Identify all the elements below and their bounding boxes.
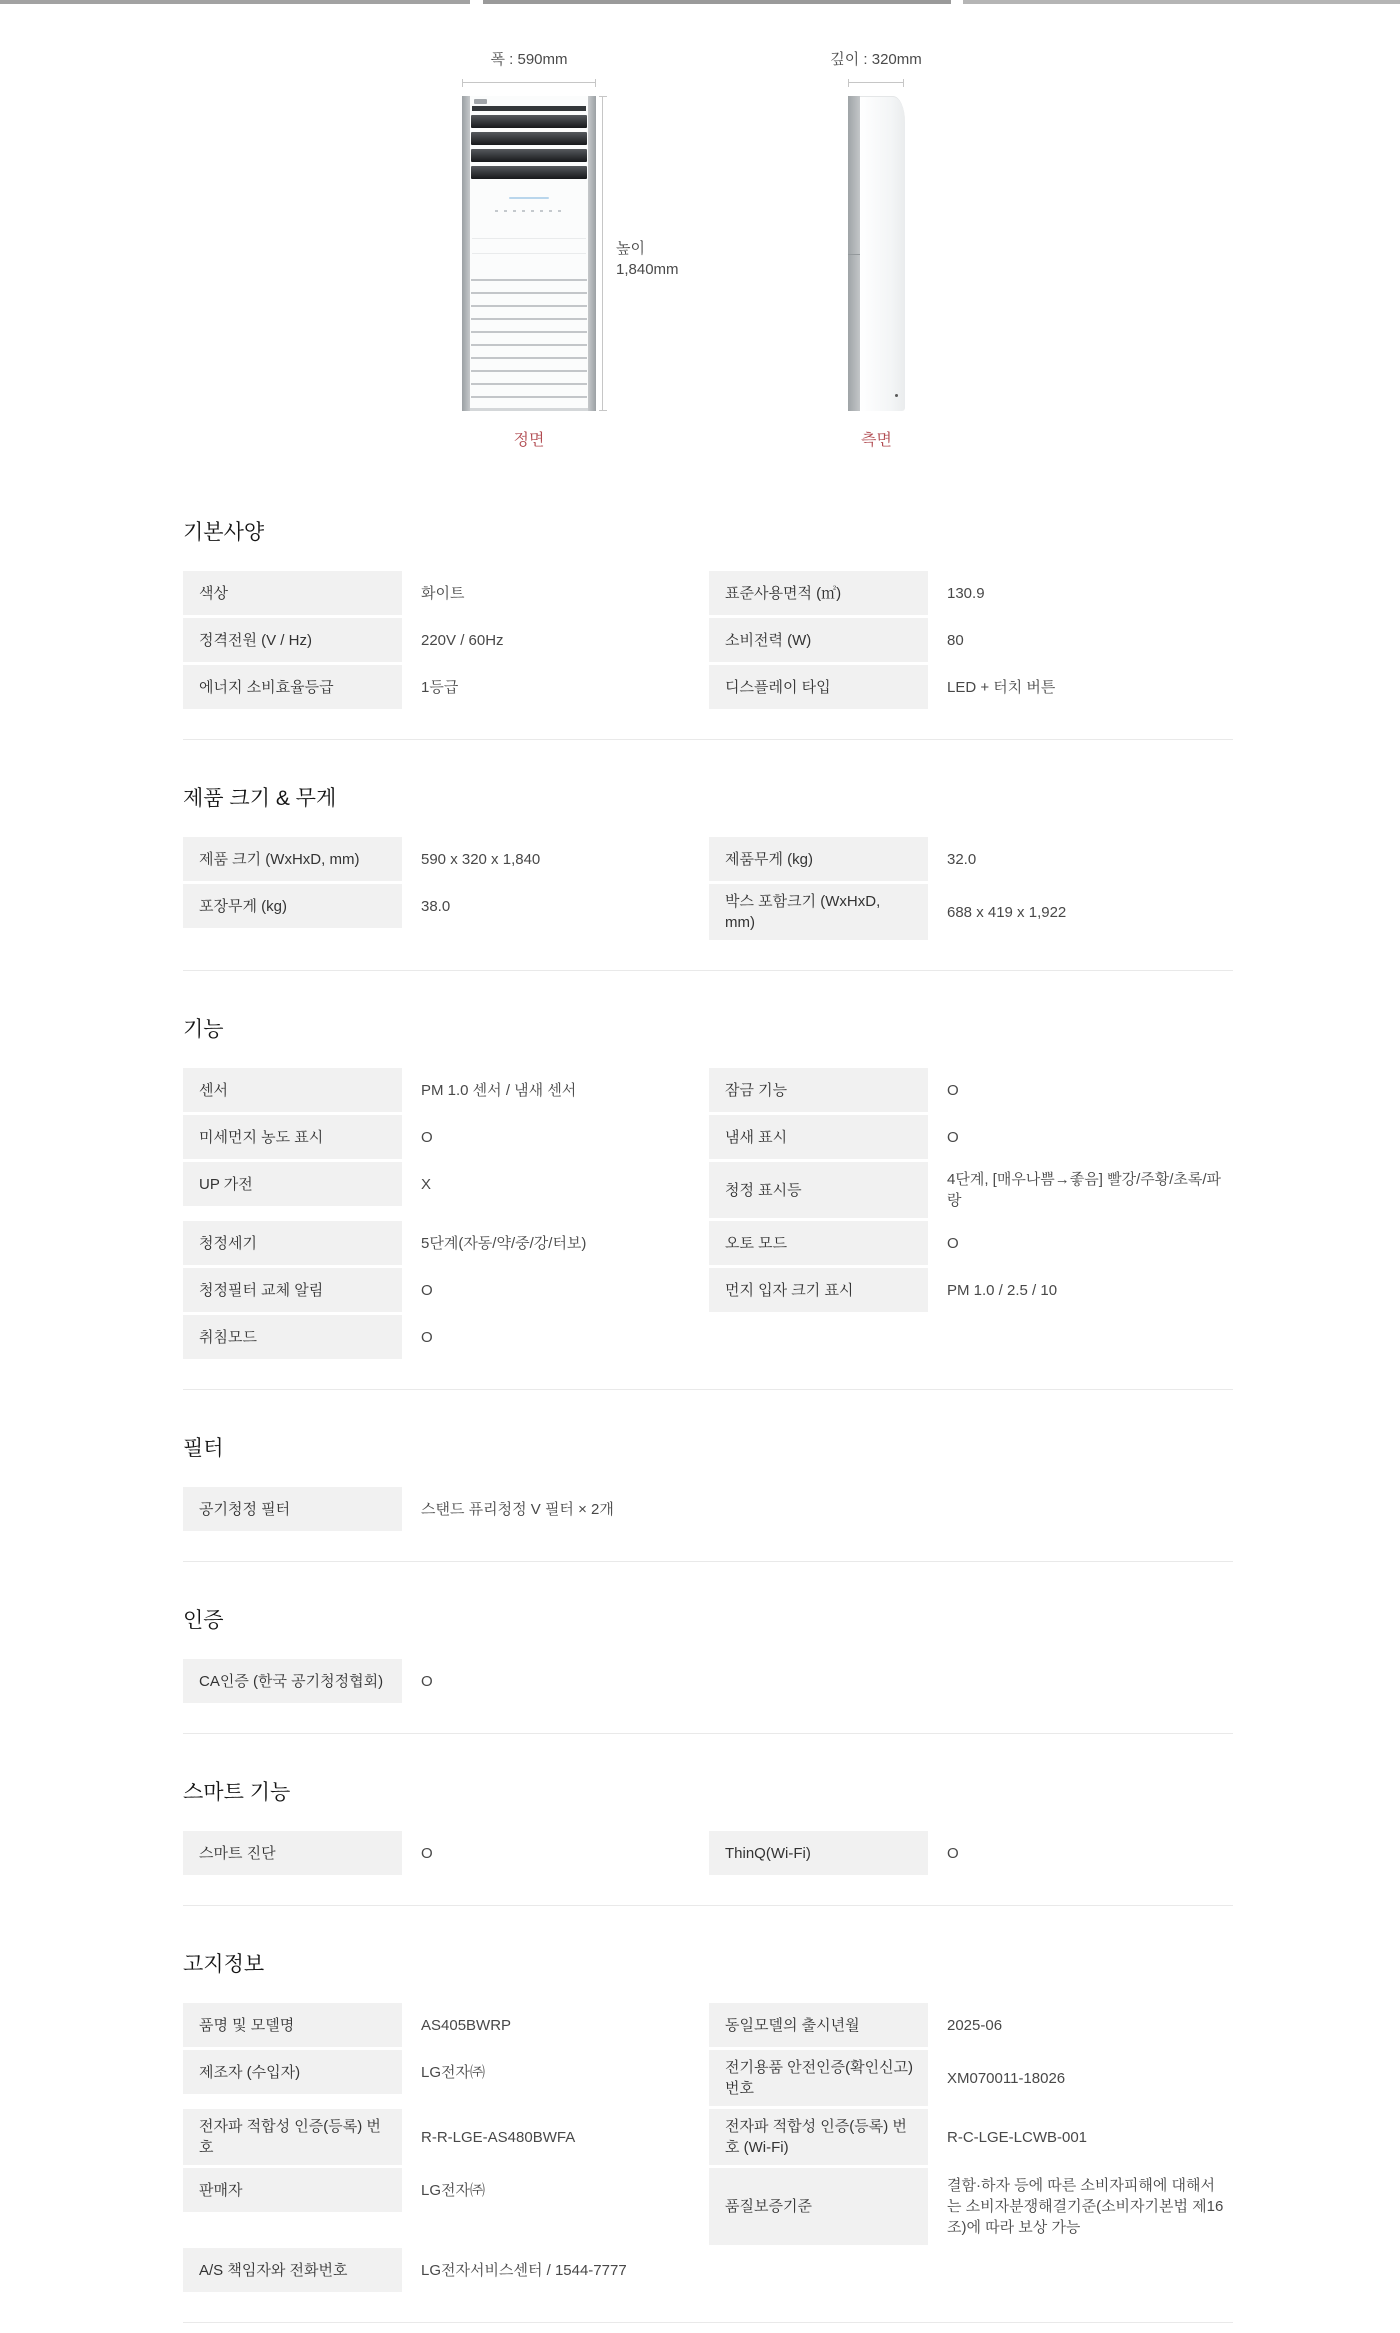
- section-title: 스마트 기능: [183, 1781, 291, 1804]
- spec-label: 에너지 소비효율등급: [183, 665, 402, 709]
- spec-label: 판매자: [183, 2168, 402, 2212]
- front-vent-louver: [471, 166, 587, 179]
- spec-row: [183, 2168, 1233, 2245]
- spec-label: 제품 크기 (WxHxD, mm): [183, 837, 402, 881]
- section-divider: [183, 970, 1233, 971]
- section-divider: [183, 739, 1233, 740]
- front-right-rail: [588, 96, 596, 411]
- spec-value: 결함·하자 등에 따른 소비자피해에 대해서는 소비자분쟁해결기준(소비자기본법 제16조)에 따라 보상 가능: [947, 2177, 1224, 2236]
- depth-dimension-label: 깊이 : 320mm: [830, 51, 922, 68]
- spec-row: [183, 571, 1233, 615]
- spec-label: 전자파 적합성 인증(등록) 번호: [183, 2109, 402, 2165]
- spec-label: 색상: [183, 571, 402, 615]
- spec-value: AS405BWRP: [421, 2016, 512, 2034]
- section-certification: [183, 1604, 1233, 1703]
- spec-value: LED + 터치 버튼: [947, 678, 1056, 696]
- section-divider: [183, 1561, 1233, 1562]
- spec-label: 미세먼지 농도 표시: [183, 1115, 402, 1159]
- spec-value: O: [421, 1328, 433, 1346]
- spec-value: 4단계, [매우나쁨→좋음] 빨강/주황/초록/파랑: [947, 1171, 1222, 1209]
- spec-value: X: [421, 1175, 432, 1193]
- spec-label: 오토 모드: [709, 1221, 928, 1265]
- spec-label: 공기청정 필터: [183, 1487, 402, 1531]
- spec-label: 소비전력 (W): [709, 618, 928, 662]
- spec-row: [183, 1115, 1233, 1159]
- spec-row: [183, 884, 1233, 940]
- spec-label: 청정 표시등: [709, 1162, 928, 1218]
- spec-value: 688 x 419 x 1,922: [947, 903, 1067, 921]
- spec-label: 전기용품 안전인증(확인신고) 번호: [709, 2050, 928, 2106]
- front-vent-louver: [471, 149, 587, 162]
- spec-row: [183, 2248, 1233, 2292]
- spec-value: 2025-06: [947, 2016, 1003, 2034]
- front-vent-louver: [472, 106, 586, 111]
- spec-value: 5단계(자동/약/중/강/터보): [421, 1234, 587, 1252]
- section-divider: [183, 1733, 1233, 1734]
- section-title: 인증: [183, 1609, 224, 1632]
- spec-label: 전자파 적합성 인증(등록) 번호 (Wi-Fi): [709, 2109, 928, 2165]
- spec-label: 냄새 표시: [709, 1115, 928, 1159]
- section-features: [183, 1013, 1233, 1359]
- spec-row: [183, 1221, 1233, 1265]
- spec-label: 먼지 입자 크기 표시: [709, 1268, 928, 1312]
- section-title: 고지정보: [183, 1953, 265, 1976]
- spec-value: LG전자㈜: [421, 2181, 485, 2199]
- spec-value: O: [947, 1081, 959, 1099]
- spec-row: [183, 837, 1233, 881]
- spec-row: [183, 665, 1233, 709]
- spec-value: O: [421, 1672, 433, 1690]
- spec-label: 디스플레이 타입: [709, 665, 928, 709]
- spec-value: LG전자서비스센터 / 1544-7777: [421, 2261, 627, 2279]
- front-vent-louver: [471, 115, 587, 128]
- front-vent-louver: [471, 132, 587, 145]
- section-title: 제품 크기 & 무게: [183, 787, 337, 810]
- depth-dimension-line: [848, 82, 904, 89]
- spec-label: ThinQ(Wi-Fi): [709, 1831, 928, 1875]
- side-rail: [848, 96, 860, 411]
- spec-row: [183, 1268, 1233, 1312]
- width-dimension-label: 폭 : 590mm: [490, 51, 568, 68]
- section-basic-specs: [183, 516, 1233, 709]
- front-body: [470, 96, 588, 411]
- front-base: [470, 408, 588, 411]
- spec-row: [183, 2109, 1233, 2165]
- spec-value: LG전자㈜: [421, 2063, 485, 2081]
- spec-row: [183, 618, 1233, 662]
- front-control-buttons: [495, 210, 563, 212]
- section-title: 기능: [183, 1018, 224, 1041]
- width-dimension-line: [462, 82, 596, 89]
- side-view-image: [848, 96, 905, 411]
- spec-value: R-R-LGE-AS480BWFA: [421, 2128, 576, 2146]
- height-dimension-label-line1: 높이: [616, 240, 645, 257]
- spec-label: 포장무게 (kg): [183, 884, 402, 928]
- spec-value: O: [947, 1234, 959, 1252]
- spec-value: XM070011-18026: [947, 2069, 1066, 2087]
- spec-value: PM 1.0 / 2.5 / 10: [947, 1281, 1058, 1299]
- spec-value: 80: [947, 631, 964, 649]
- spec-tables: [183, 516, 1233, 2333]
- spec-label: 제품무게 (kg): [709, 837, 928, 881]
- spec-label: 청정필터 교체 알림: [183, 1268, 402, 1312]
- spec-value: 38.0: [421, 897, 451, 915]
- section-divider: [183, 1905, 1233, 1906]
- spec-row: [183, 1315, 1233, 1359]
- spec-value: O: [947, 1128, 959, 1146]
- spec-value: 130.9: [947, 584, 985, 602]
- spec-value: 1등급: [421, 678, 459, 696]
- section-title: 필터: [183, 1437, 224, 1460]
- front-panel-seams-upper: [472, 224, 586, 268]
- spec-label: 동일모델의 출시년월: [709, 2003, 928, 2047]
- spec-label: 잠금 기능: [709, 1068, 928, 1112]
- spec-value: 스탠드 퓨리청정 V 필터 × 2개: [421, 1500, 614, 1518]
- spec-value: 32.0: [947, 850, 977, 868]
- spec-label: 취침모드: [183, 1315, 402, 1359]
- spec-label: 품질보증기준: [709, 2168, 928, 2245]
- side-body: [860, 96, 905, 411]
- spec-label: CA인증 (한국 공기청정협회): [183, 1659, 402, 1703]
- spec-label: A/S 책임자와 전화번호: [183, 2248, 402, 2292]
- spec-row: [183, 1831, 1233, 1875]
- spec-label: 박스 포함크기 (WxHxD, mm): [709, 884, 928, 940]
- spec-row: [183, 1487, 1233, 1531]
- spec-label: 스마트 진단: [183, 1831, 402, 1875]
- front-view-caption: 정면: [513, 432, 545, 449]
- product-dimension-diagram: [0, 0, 1400, 474]
- section-title: 기본사양: [183, 521, 265, 544]
- spec-row: [183, 1068, 1233, 1112]
- front-display-panel: [509, 197, 549, 199]
- height-dimension-line: [602, 96, 609, 411]
- spec-value: O: [421, 1844, 433, 1862]
- spec-value: R-C-LGE-LCWB-001: [947, 2128, 1088, 2146]
- section-divider: [183, 1389, 1233, 1390]
- spec-row: [183, 2050, 1233, 2106]
- spec-row: [183, 1659, 1233, 1703]
- section-smart-features: [183, 1776, 1233, 1875]
- section-filter: [183, 1432, 1233, 1531]
- height-dimension-label-line2: 1,840mm: [616, 261, 679, 278]
- spec-value: 220V / 60Hz: [421, 631, 504, 649]
- height-dimension-label: [616, 238, 679, 280]
- side-view-caption: 측면: [861, 432, 892, 449]
- spec-value: O: [421, 1281, 433, 1299]
- spec-label: UP 가전: [183, 1162, 402, 1206]
- front-left-rail: [462, 96, 470, 411]
- spec-row: [183, 1162, 1233, 1218]
- spec-label: 정격전원 (V / Hz): [183, 618, 402, 662]
- spec-value: O: [421, 1128, 433, 1146]
- spec-value: 화이트: [421, 584, 465, 602]
- spec-row: [183, 2003, 1233, 2047]
- section-divider: [183, 2322, 1233, 2323]
- spec-value: PM 1.0 센서 / 냄새 센서: [421, 1081, 577, 1099]
- section-size-weight: [183, 782, 1233, 940]
- spec-label: 센서: [183, 1068, 402, 1112]
- spec-value: O: [947, 1844, 959, 1862]
- front-view-image: [462, 96, 596, 411]
- lg-logo: [474, 99, 487, 104]
- spec-value: 590 x 320 x 1,840: [421, 850, 541, 868]
- spec-label: 표준사용면적 (㎡): [709, 571, 928, 615]
- spec-label: 제조자 (수입자): [183, 2050, 402, 2094]
- section-notice-info: [183, 1948, 1233, 2292]
- spec-label: 품명 및 모델명: [183, 2003, 402, 2047]
- side-power-dot: [895, 394, 898, 397]
- spec-label: 청정세기: [183, 1221, 402, 1265]
- front-panel-seams-lower: [471, 268, 587, 406]
